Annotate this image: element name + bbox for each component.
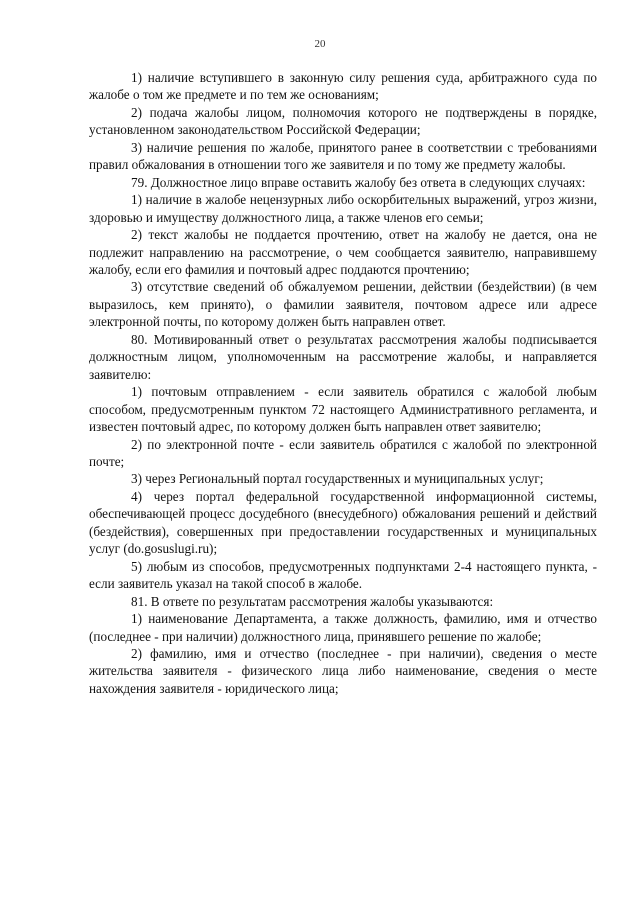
- paragraph-81-2: 2) фамилию, имя и отчество (последнее - при наличии), сведения о месте жительства заявителя - физического лица либо наименование, сведения о месте нахождения заявителя - юридического лица;: [89, 645, 597, 696]
- paragraph-79: 79. Должностное лицо вправе оставить жалобу без ответа в следующих случаях:: [131, 174, 586, 190]
- paragraph-80-5: 5) любым из способов, предусмотренных подпунктами 2-4 настоящего пункта, - если заявитель указал на такой способ в жалобе.: [89, 558, 597, 592]
- paragraph-81-1: 1) наименование Департамента, а также должность, фамилию, имя и отчество (последнее - при наличии) должностного лица, принявшего решение по жалобе;: [89, 611, 597, 644]
- document-body: [89, 69, 597, 697]
- paragraph-80-4: 4) через портал федеральной государственной информационной системы, обеспечивающей процесс досудебного (внесудебного) обжалования решений и действий (бездействия), совершенных при предоставлении государственных и муниципальных услуг (do.gosuslugi.ru);: [89, 488, 597, 557]
- paragraph-79-1: 1) наличие в жалобе нецензурных либо оскорбительных выражений, угроз жизни, здоровью и имуществу должностного лица, а также членов его семьи;: [89, 192, 597, 225]
- paragraph-81: 81. В ответе по результатам рассмотрения жалобы указываются:: [131, 593, 494, 609]
- paragraph-78-1: 1) наличие вступившего в законную силу решения суда, арбитражного суда по жалобе о том же предмете и по тем же основаниям;: [89, 70, 597, 103]
- paragraph-79-2: 2) текст жалобы не поддается прочтению, ответ на жалобу не дается, она не подлежит направлению на рассмотрение, о чем сообщается заявителю, направившему жалобу, если его фамилия и почтовый адрес поддаются прочтению;: [89, 227, 597, 277]
- page-number: 20: [314, 38, 326, 50]
- paragraph-80: 80. Мотивированный ответ о результатах рассмотрения жалобы подписывается должностным лицом, уполномоченным на рассмотрение жалобы, и направляется заявителю:: [89, 331, 597, 382]
- paragraph-78-3: 3) наличие решения по жалобе, принятого ранее в соответствии с требованиями правил обжалования в отношении того же заявителя и по тому же предмету жалобы.: [89, 139, 597, 173]
- paragraph-80-1: 1) почтовым отправлением - если заявитель обратился с жалобой любым способом, предусмотренным пунктом 72 настоящего Административного регламента, и известен почтовый адрес, по которому должен быть направлен ответ заявителю;: [89, 384, 597, 435]
- paragraph-80-2: 2) по электронной почте - если заявитель обратился с жалобой по электронной почте;: [89, 436, 597, 469]
- paragraph-79-3: 3) отсутствие сведений об обжалуемом решении, действии (бездействии) (в чем выразилось, кем принято), о фамилии заявителя, почтовом адресе или адресе электронной почты, по которому должен быть направлен ответ.: [89, 279, 597, 330]
- paragraph-80-3: 3) через Региональный портал государственных и муниципальных услуг;: [131, 471, 544, 487]
- paragraph-78-2: 2) подача жалобы лицом, полномочия которого не подтверждены в порядке, установленном законодательством Российской Федерации;: [89, 104, 597, 138]
